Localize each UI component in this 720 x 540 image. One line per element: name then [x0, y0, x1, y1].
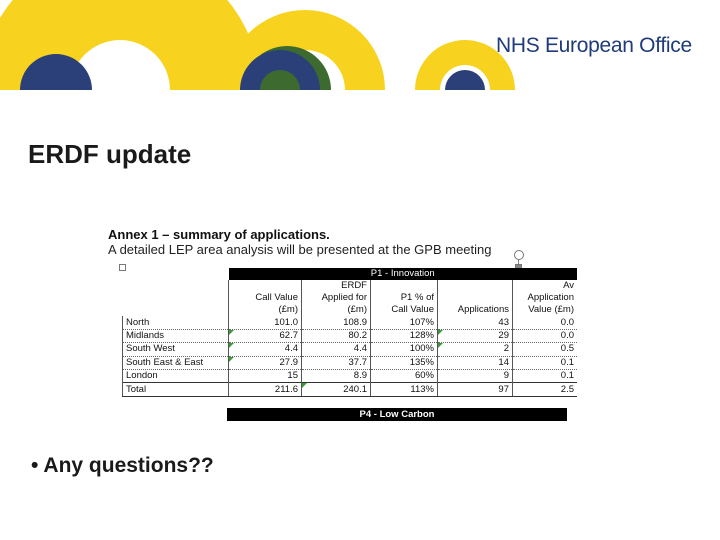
slide-title: ERDF update — [28, 139, 192, 169]
annex-subtitle: A detailed LEP area analysis will be presented at the GPB meeting — [108, 242, 492, 257]
table-row: South East & East 27.9 37.7 135% 14 0.1 — [123, 356, 578, 369]
bullet-questions: • Any questions?? — [31, 454, 214, 477]
column-header-row — [123, 280, 578, 316]
table-row: Midlands 62.7 80.2 128% 29 0.0 — [123, 329, 578, 342]
col-applications: Applications — [438, 280, 513, 316]
table-row: London 15 8.9 60% 9 0.1 — [123, 369, 578, 382]
header-banner — [0, 0, 720, 90]
p4-low-carbon-header: P4 - Low Carbon — [227, 408, 567, 421]
col-erdf-applied: ERDF Applied for (£m) — [302, 280, 371, 316]
summary-table — [122, 268, 577, 397]
col-p1-pct: P1 % of Call Value — [371, 280, 438, 316]
table-total-row: Total 211.6 240.1 113% 97 2.5 — [123, 383, 578, 396]
brand-logo-text: NHS European Office — [496, 34, 692, 57]
table-row: South West 4.4 4.4 100% 2 0.5 — [123, 343, 578, 356]
navy-half-disc-right — [445, 70, 485, 90]
annex-title: Annex 1 – summary of applications. — [108, 227, 330, 242]
col-call-value: Call Value (£m) — [229, 280, 302, 316]
col-avg-application: Av Application Value (£m) — [513, 280, 578, 316]
p1-innovation-header: P1 - Innovation — [229, 268, 578, 280]
table-row: North 101.0 108.9 107% 43 0.0 — [123, 316, 578, 329]
rotation-handle[interactable] — [514, 250, 524, 260]
